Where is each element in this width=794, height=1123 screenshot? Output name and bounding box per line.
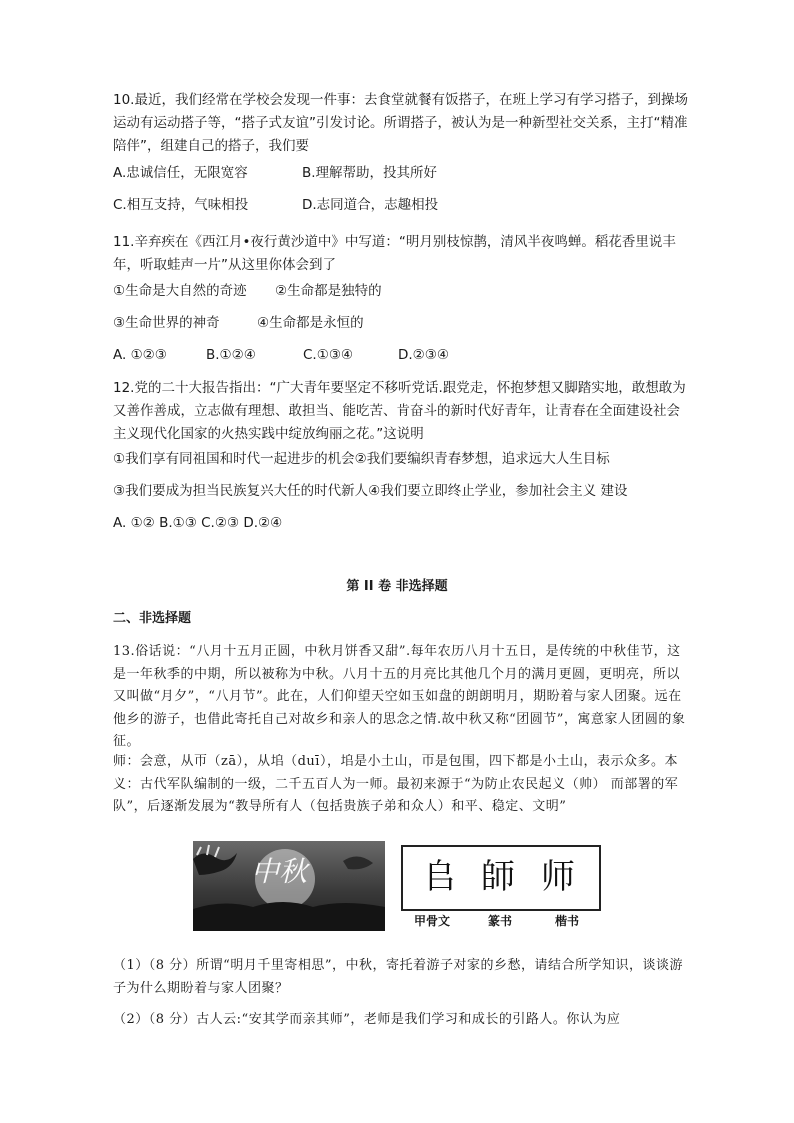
q11-item-2: ②生命都是独特的 (275, 283, 382, 299)
mid-autumn-image (193, 841, 385, 931)
q13-paragraph-2: 师：会意，从帀（zā），从垖（duī），垖是小土山，帀是包围，四下都是小土山，表示众多。本义：古代军队编制的一级，二千五百人为一师。最初来源于“为防止农民起义（帅） 而部署的军队”，后逐渐发展为“教导所有人（包括贵族子弟和众人）和平、稳定、文明” (113, 754, 679, 814)
q11-option-d: D.②③④ (398, 347, 449, 363)
mid-autumn-calligraphy: 中秋 (251, 855, 308, 888)
q12-stem: 12.党的二十大报告指出：“广大青年要坚定不移听党话.跟党走，怀抱梦想又脚踏实地，敢想敢为又善作善成，立志做有理想、敢担当、能吃苦、肯奋斗的新时代好青年，让青春在全面建设社会主义现代化国家的火热实践中绽放绚丽之花。”这说明 (113, 380, 686, 442)
q11-option-b: B.①②④ (206, 347, 256, 363)
q13-sub-question-1: （1）（8 分）所谓“明月千里寄相思”，中秋，寄托着游子对家的乡愁，请结合所学知识，谈谈游子为什么期盼着与家人团聚？ (113, 958, 683, 996)
q13-paragraph-1: 13.俗话说：“八月十五月正圆，中秋月饼香又甜”.每年农历八月十五日，是传统的中秋佳节，这是一年秋季的中期，所以被称为中秋。八月十五的月亮比其他几个月的满月更圆，更明亮，所以又叫做“月夕”，“八月节”。此在，人们仰望天空如玉如盘的朗朗明月，期盼着与家人团聚。远在他乡的游子，也借此寄托自己对故乡和亲人的思念之情.故中秋又称“团圆节”，寓意家人团圆的象征。 (113, 644, 686, 749)
q13-sub-question-2: （2）（8 分）古人云:“安其学而亲其师”，老师是我们学习和成长的引路人。你认为应 (113, 1012, 621, 1027)
q11-option-a: A. ①②③ (113, 347, 167, 363)
q10-option-b: B.理解帮助，投其所好 (302, 165, 438, 181)
q10-option-d: D.志同道合，志趣相投 (302, 197, 439, 213)
q11-option-c: C.①③④ (303, 347, 354, 363)
q11-item-4: ④生命都是永恒的 (257, 315, 364, 331)
seal-script-glyph: 師 (481, 857, 515, 897)
section-heading: 二、非选择题 (113, 611, 192, 626)
regular-script-glyph: 师 (541, 857, 575, 897)
label-oracle-bone: 甲骨文 (414, 914, 451, 928)
q12-line-1: ①我们享有同祖国和时代一起进步的机会②我们要编织青春梦想，追求远大人生目标 (113, 451, 610, 467)
q12-line-2: ③我们要成为担当民族复兴大任的时代新人④我们要立即终止学业，参加社会主义 建设 (113, 483, 628, 499)
label-regular-script: 楷书 (555, 914, 580, 928)
q11-item-3: ③生命世界的神奇 (113, 315, 220, 331)
q11-stem: 11.辛弃疾在《西江月•夜行黄沙道中》中写道：“明月别枝惊鹊，清风半夜鸣蝉。稻花香里说丰年，听取蛙声一片”从这里你体会到了 (113, 234, 676, 273)
label-seal-script: 篆书 (488, 914, 513, 928)
q10-option-c: C.相互支持，气味相投 (113, 197, 249, 213)
q11-item-1: ①生命是大自然的奇迹 (113, 283, 247, 299)
part2-title: 第 II 卷 非选择题 (346, 579, 448, 594)
q12-options: A. ①② B.①③ C.②③ D.②④ (113, 515, 283, 531)
q10-stem: 10.最近，我们经常在学校会发现一件事：去食堂就餐有饭搭子，在班上学习有学习搭子，到操场运动有运动搭子等，“搭子式友谊”引发讨论。所谓搭子，被认为是一种新型社交关系，主打“精准陪伴”，组建自己的搭子，我们要 (113, 92, 688, 154)
oracle-bone-glyph: 𠂤 (423, 857, 457, 897)
q10-option-a: A.忠诚信任，无限宽容 (113, 165, 248, 181)
character-evolution-box (401, 845, 601, 911)
